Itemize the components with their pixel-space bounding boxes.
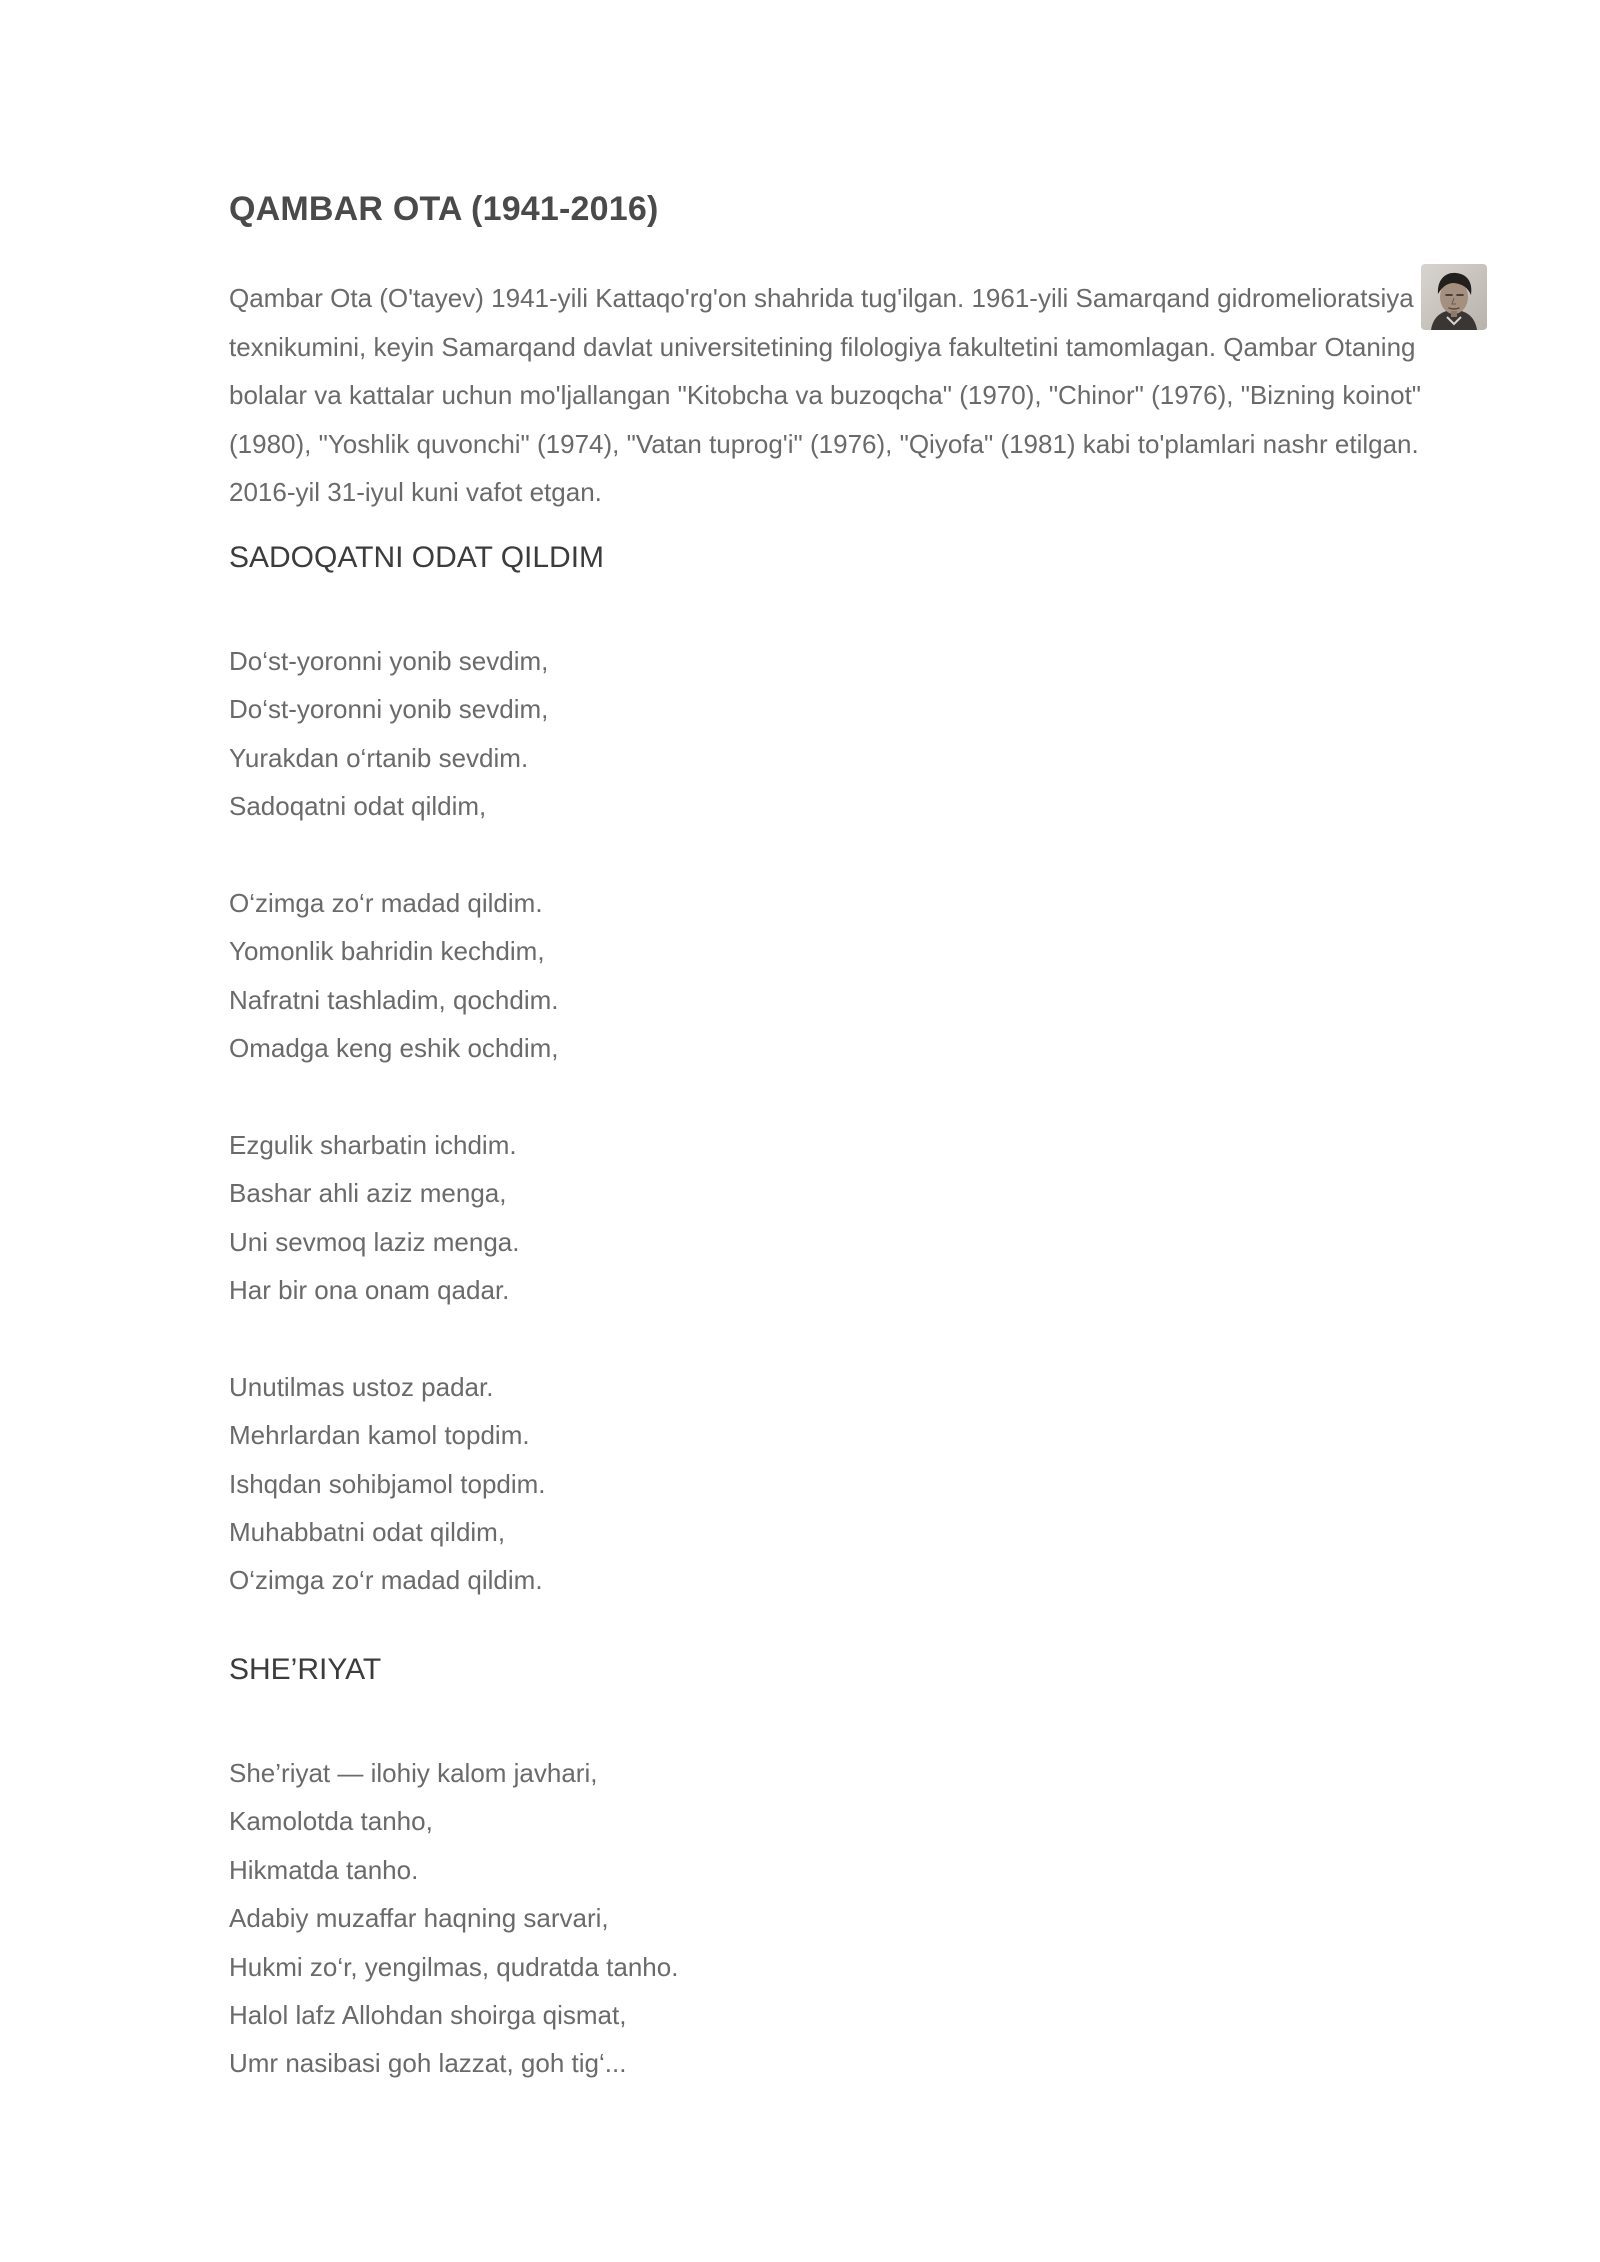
poem-line: Yurakdan o‘rtanib sevdim. <box>229 742 529 773</box>
page-title: QAMBAR OTA (1941-2016) <box>229 190 659 228</box>
poem-line: Nafratni tashladim, qochdim. <box>229 984 559 1015</box>
poem-line: Yomonlik bahridin kechdim, <box>229 936 545 967</box>
poem-line: Ishqdan sohibjamol topdim. <box>229 1468 546 1499</box>
poem-line: Umr nasibasi goh lazzat, goh tig‘... <box>229 2048 627 2079</box>
poem-line: O‘zimga zo‘r madad qildim. <box>229 887 543 918</box>
poem-line: O‘zimga zo‘r madad qildim. <box>229 1565 543 1596</box>
poem-line: Ezgulik sharbatin ichdim. <box>229 1129 517 1160</box>
poem-line: Unutilmas ustoz padar. <box>229 1371 494 1402</box>
poem-title-sadoqatni: SADOQATNI ODAT QILDIM <box>229 541 605 574</box>
poem-line: Uni sevmoq laziz menga. <box>229 1226 520 1257</box>
poem-line: Omadga keng eshik ochdim, <box>229 1033 559 1064</box>
poem-line: Bashar ahli aziz menga, <box>229 1178 507 1209</box>
poem-line: Do‘st-yoronni yonib sevdim, <box>229 646 549 676</box>
poem-line: Adabiy muzaffar haqning sarvari, <box>229 1903 609 1934</box>
stanza <box>229 879 559 1073</box>
poem-line: Do‘st-yoronni yonib sevdim, <box>229 694 549 725</box>
stanza <box>229 1749 678 2088</box>
poem-sheriyat <box>229 1749 678 2136</box>
poem-line: Muhabbatni odat qildim, <box>229 1517 506 1548</box>
poem-line: Har bir ona onam qadar. <box>229 1275 510 1306</box>
poem-line: Sadoqatni odat qildim, <box>229 791 487 822</box>
poem-line: Kamolotda tanho, <box>229 1806 433 1837</box>
poem-line: Hikmatda tanho. <box>229 1854 419 1885</box>
stanza <box>229 637 559 831</box>
poem-line: Halol lafz Allohdan shoirga qismat, <box>229 1999 627 2030</box>
stanza <box>229 1121 559 1315</box>
poem-line: Mehrlardan kamol topdim. <box>229 1420 530 1451</box>
poem-title-sheriyat: SHE’RIYAT <box>229 1653 382 1686</box>
poem-sadoqatni <box>229 637 559 1653</box>
stanza <box>229 1363 559 1605</box>
poem-line: Hukmi zo‘r, yengilmas, qudratda tanho. <box>229 1951 679 1982</box>
author-biography: Qambar Ota (O'tayev) 1941-yili Kattaqo'rg'on shahrida tug'ilgan. 1961-yili Samarqand gidromelioratsiya texnikumini, keyin Samarqand davlat universitetining filologiya fakultetini tamomlagan. Qambar Otaning bolalar va kattalar uchun mo'ljallangan "Kitobcha va buzoqcha" (1970), "Chinor" (1976), "Bizning koinot" (1980), "Yoshlik quvonchi" (1974), "Vatan tuprog'i" (1976), "Qiyofa" (1981) kabi to'plamlari nashr etilgan. 2016-yil 31-iyul kuni vafot etgan. <box>229 283 1422 507</box>
poem-line: She’riyat — ilohiy kalom javhari, <box>229 1758 598 1788</box>
